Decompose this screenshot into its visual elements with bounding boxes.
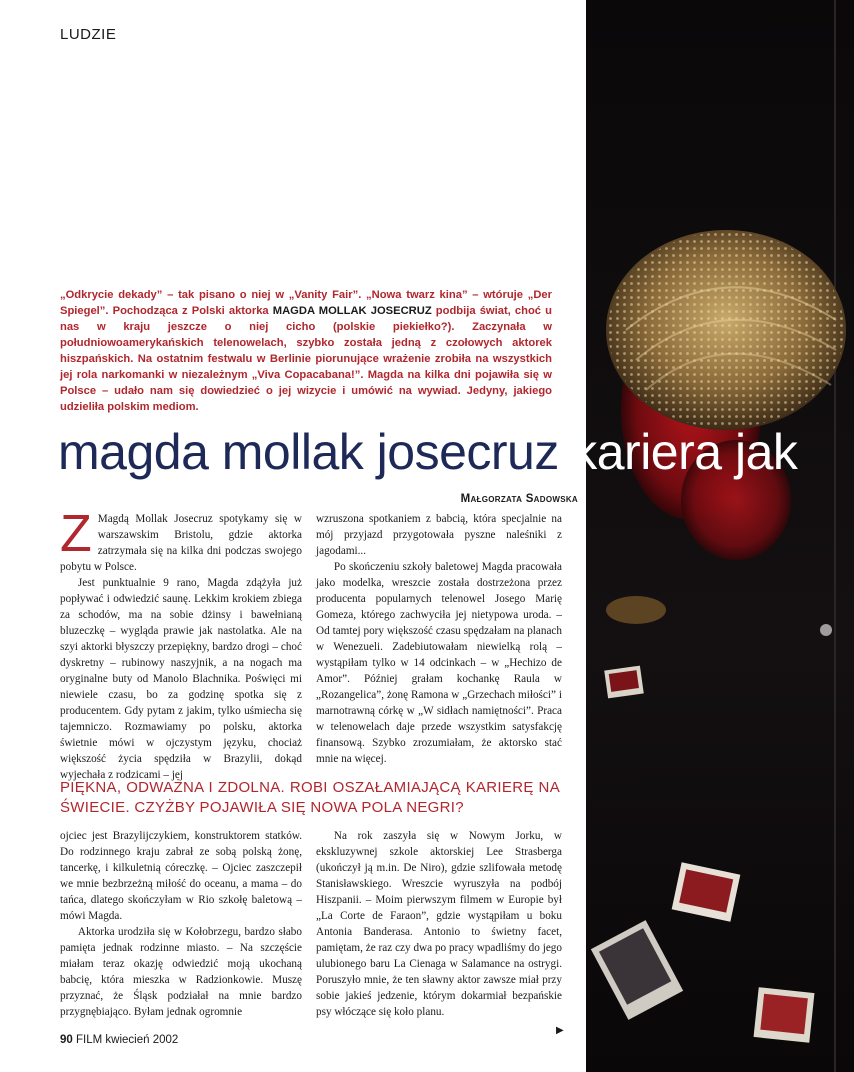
actress-photo-illustration (586, 0, 854, 1072)
section-label: LUDZIE (60, 26, 117, 43)
body-column-1 (60, 505, 302, 783)
pull-quote: PIĘKNA, ODWAŻNA I ZDOLNA. ROBI OSZAŁAMIAJĄCĄ KARIERĘ NA ŚWIECIE. CZYŻBY POJAWIŁA SIĘ NOWA POLA NEGRI? (60, 779, 560, 816)
issue-date: kwiecień 2002 (105, 1034, 179, 1046)
body-column-3 (60, 828, 302, 1020)
body-paragraph: Jest punktualnie 9 rano, Magda zdążyła już popływać i odwiedzić saunę. Lekkim krokiem zbiega za schodów, ma na sobie dżinsy i bawełnianą bluzeczkę – wygląda prawie jak nastolatka. Ale na szyi aktorki błyszczy przepiękny, bardzo drogi – choć dyskretny – rubinowy naszyjnik, a na nogach ma oryginalne buty od Manolo Blachnika. Poświęci mi niewiele czasu, bo za godzinę spotka się z producentem. Gdy pytam z jakim, tylko uśmiecha się tajemniczo. Rozmawiamy po polsku, aktorka świetnie mówi w ojczystym języku, chociaż większość życia spędziła w Brazylii, dokąd wyjechała z rodzicami – jej (60, 577, 302, 781)
headline-part2: kariera jak (572, 424, 798, 480)
continue-arrow-icon: ▶ (556, 1025, 564, 1036)
magazine-name: FILM (76, 1034, 103, 1046)
drop-cap: Z (60, 505, 92, 563)
body-paragraph: ojciec jest Brazylijczykiem, konstruktorem statków. Do rodzinnego kraju zabrał ze sobą polską żonę, tancerkę, i kilkuletnią córeczkę. – Ojciec zaszczepił we mnie bezbrzeżną miłość do oceanu, a mama – do tańca, dlatego skończyłam w Rio szkołę baletową – mówi Magda. (60, 830, 302, 922)
body-paragraph: Po skończeniu szkoły baletowej Magda pracowała jako modelka, wreszcie została dostrzeżona przez producenta popularnych telenowel Josego Marię Gomeza, którego zachwyciła jej nietypowa uroda. – Od tamtej pory większość czasu spędzałam na planach w Wenezueli. Zadebiutowałam niewielką rolą – wystąpiłam tylko w 14 odcinkach – w „Hechizo de Amor”. Później grałam kochankę Raula w „Rozangelica”, żonę Ramona w „Grzechach miłości” i marnotrawną córkę w „W sidłach namiętności”. Praca w telenowelach daje przede wszystkim satysfakcję finansową. Szybko zrozumiałam, że aktorsko stać mnie na więcej. (316, 561, 562, 765)
actress-name: MAGDA MOLLAK JOSECRUZ (272, 305, 432, 317)
headline-part1: magda mollak josecruz (58, 424, 573, 480)
body-paragraph: Na rok zaszyła się w Nowym Jorku, w ekskluzywnej szkole aktorskiej Lee Strasberga (ukończył ją m.in. De Niro), gdzie szlifowała metodę Stanisławskiego. Wreszcie wyruszyła na podbój Hiszpanii. – Moim pierwszym filmem w Europie był „La Corte de Faraon”, gdzie wystąpiłam u boku Antonia Banderasa. Antonio to świetny facet, pamiętam, że raz czy dwa po pracy wpadliśmy do jego ulubionego baru La Cienaga w Salamance na ostrygi. Poruszyło mnie, że ten sławny aktor zawsze miał przy sobie jakieś jedzenie, którym dokarmiał bezpańskie psy włóczące się koło planu. (316, 830, 562, 1018)
article-headline (58, 422, 797, 482)
body-paragraph: Aktorka urodziła się w Kołobrzegu, bardzo słabo pamięta jednak rodzinne miasto. – Na szczęście miałam teraz okazję odwiedzić moją ukochaną babcię, która mieszka w Radzionkowie. Muszę przyznać, że Śląsk podziałał na mnie bardzo przygnębiająco. Byłam jednak ogromnie (60, 926, 302, 1018)
body-paragraph: Magdą Mollak Josecruz spotykamy się w warszawskim Bristolu, gdzie aktorka zatrzymała się na kilka dni podczas swojego pobytu w Polsce. (60, 513, 302, 573)
body-column-4 (316, 828, 562, 1020)
page-number: 90 (60, 1034, 73, 1046)
byline: Małgorzata Sadowska (460, 493, 578, 505)
lead-text-part2: podbija świat, choć u nas w kraju jeszcze o niej cicho (polskie piekiełko?). Zaczynała w południowoamerykańskich telenowelach, szybko została jedną z czołowych aktorek hiszpańskich. Na ostatnim festwalu w Berlinie piorunujące wrażenie zrobiła na wszystkich jej rola narkomanki w niezależnym „Viva Copacabana!”. Magda na kilka dni pojawiła się w Polsce – udało nam się dowiedzieć o jej wizycie i umówić na wywiad. Jedyny, jakiego udzieliła polskim mediom. (60, 305, 552, 413)
actress-photo (586, 0, 854, 1072)
body-column-2 (316, 511, 562, 767)
body-paragraph: wzruszona spotkaniem z babcią, która specjalnie na mój przyjazd przygotowała pyszne naleśniki z jagodami... (316, 513, 562, 557)
lead-paragraph (60, 287, 552, 415)
lead-text-part1: „Odkrycie dekady” – tak pisano o niej w „Vanity Fair”. „Nowa twarz kina” – wtóruje „Der Spiegel”. Pochodząca z Polski aktorka (60, 289, 552, 317)
page-footer (60, 1034, 178, 1046)
